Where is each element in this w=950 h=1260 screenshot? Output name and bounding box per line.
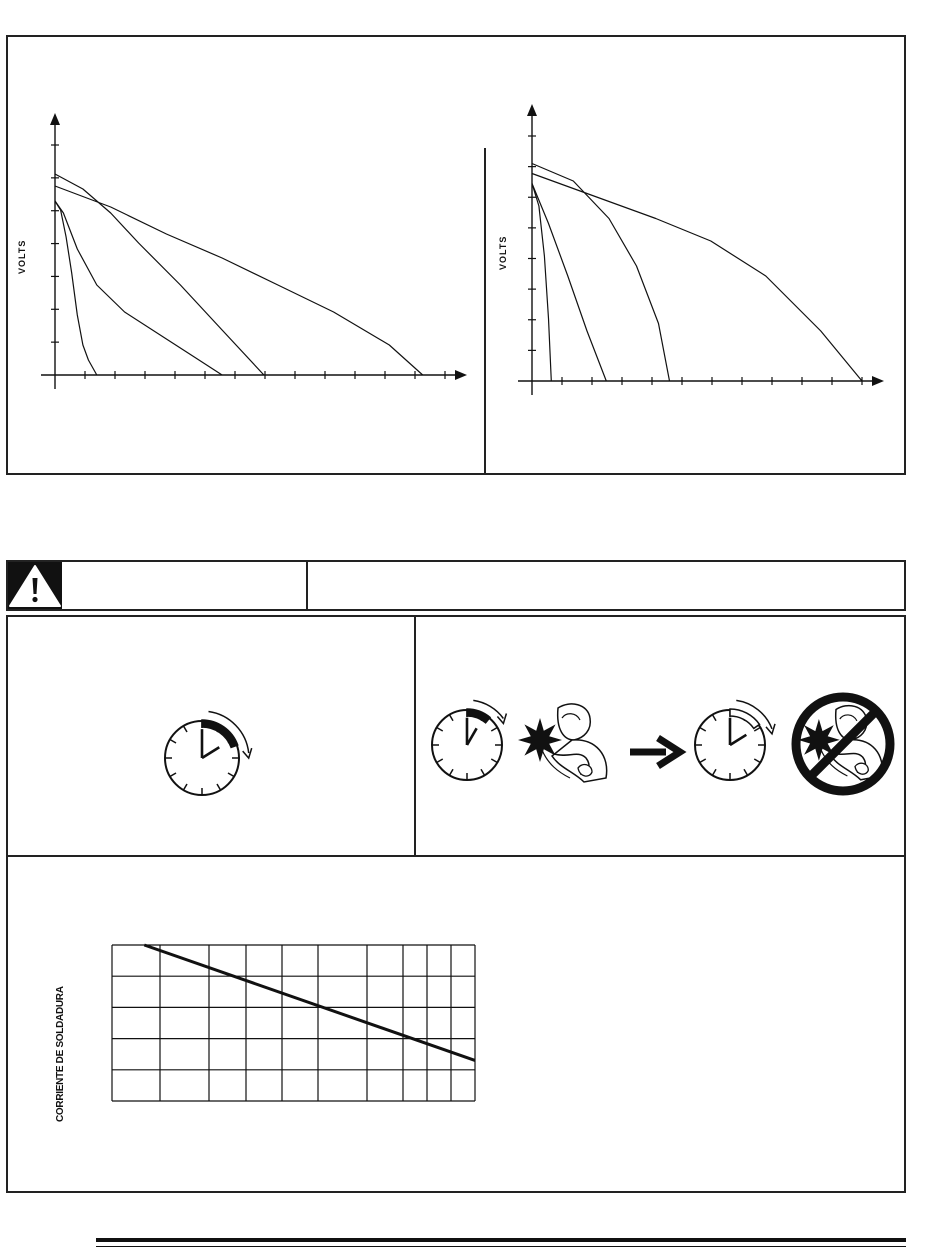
chart1-ylabel: VOLTS — [17, 239, 27, 274]
duty-cycle-line — [144, 945, 475, 1060]
footer-rule-thick — [96, 1238, 906, 1242]
duty-chart-ylabel: CORRIENTE DE SOLDADURA — [55, 986, 66, 1122]
footer-rule-thin — [96, 1246, 906, 1247]
chart2-ylabel: VOLTS — [498, 235, 508, 270]
